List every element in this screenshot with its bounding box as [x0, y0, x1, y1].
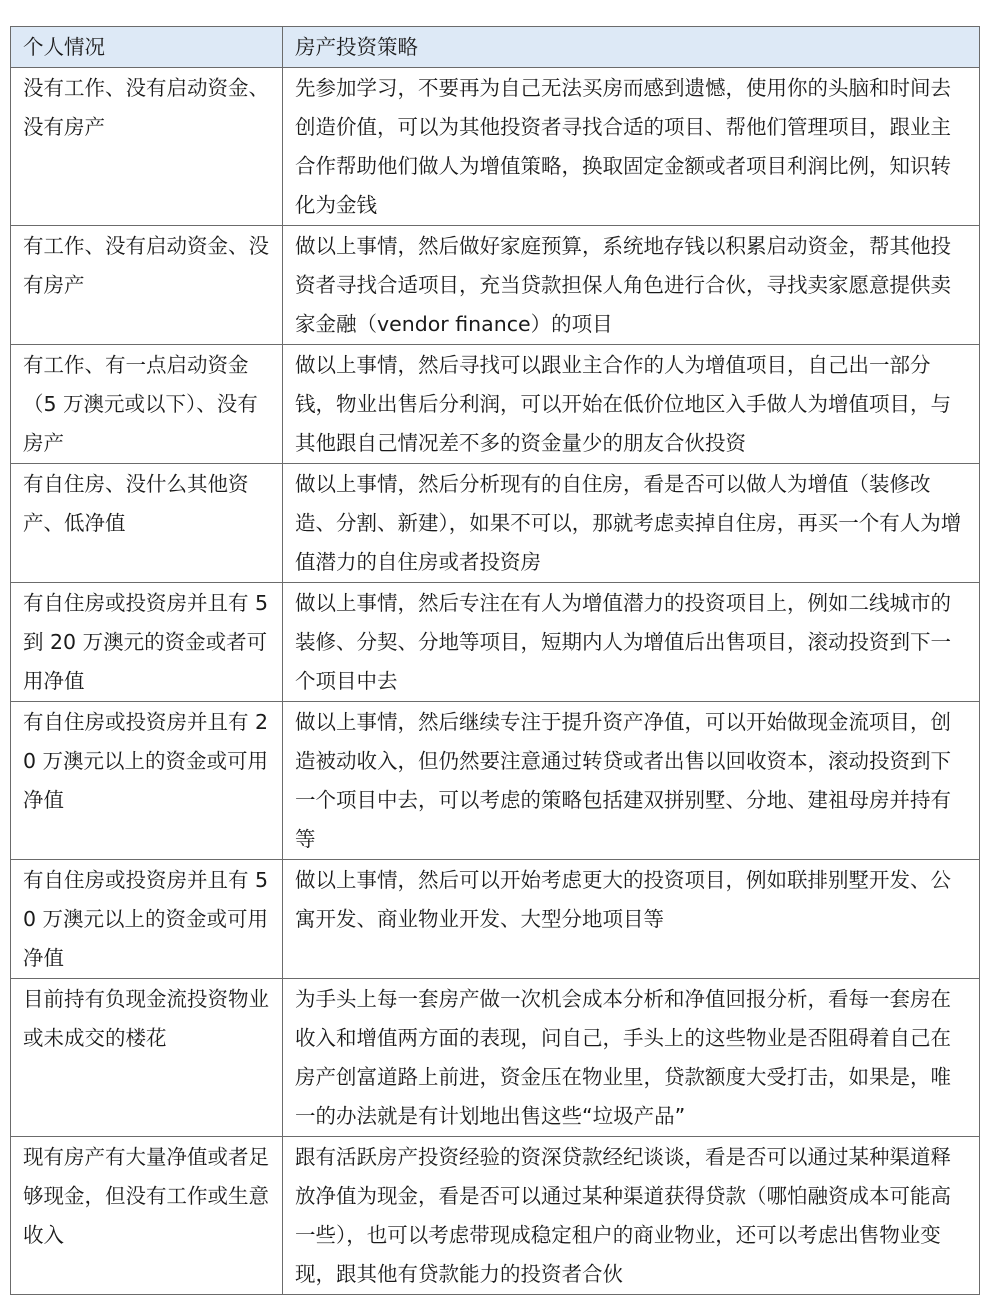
header-situation: 个人情况 — [11, 27, 283, 68]
situation-cell: 有自住房或投资房并且有 5 到 20 万澳元的资金或者可用净值 — [11, 583, 283, 702]
strategy-cell: 做以上事情，然后寻找可以跟业主合作的人为增值项目，自己出一部分钱，物业出售后分利润，可以开始在低价位地区入手做人为增值项目，与其他跟自己情况差不多的资金量少的朋友合伙投资 — [283, 345, 980, 464]
situation-cell: 有自住房或投资房并且有 50 万澳元以上的资金或可用净值 — [11, 860, 283, 979]
strategy-cell: 为手头上每一套房产做一次机会成本分析和净值回报分析，看每一套房在收入和增值两方面的表现，问自己，手头上的这些物业是否阻碍着自己在房产创富道路上前进，资金压在物业里，贷款额度大受打击，如果是，唯一的办法就是有计划地出售这些“垃圾产品” — [283, 979, 980, 1137]
table-row — [11, 979, 980, 1137]
table-row — [11, 1137, 980, 1295]
situation-cell: 有自住房或投资房并且有 20 万澳元以上的资金或可用净值 — [11, 702, 283, 860]
strategy-cell: 先参加学习，不要再为自己无法买房而感到遗憾，使用你的头脑和时间去创造价值，可以为其他投资者寻找合适的项目、帮他们管理项目，跟业主合作帮助他们做人为增值策略，换取固定金额或者项目利润比例，知识转化为金钱 — [283, 68, 980, 226]
strategy-cell: 做以上事情，然后专注在有人为增值潜力的投资项目上，例如二线城市的装修、分契、分地等项目，短期内人为增值后出售项目，滚动投资到下一个项目中去 — [283, 583, 980, 702]
strategy-cell: 跟有活跃房产投资经验的资深贷款经纪谈谈，看是否可以通过某种渠道释放净值为现金，看是否可以通过某种渠道获得贷款（哪怕融资成本可能高一些），也可以考虑带现成稳定租户的商业物业，还可以考虑出售物业变现，跟其他有贷款能力的投资者合伙 — [283, 1137, 980, 1295]
table-row — [11, 68, 980, 226]
situation-cell: 有自住房、没什么其他资产、低净值 — [11, 464, 283, 583]
strategy-cell: 做以上事情，然后做好家庭预算，系统地存钱以积累启动资金，帮其他投资者寻找合适项目，充当贷款担保人角色进行合伙，寻找卖家愿意提供卖家金融（vendor finance）的项目 — [283, 226, 980, 345]
table-row — [11, 583, 980, 702]
situation-cell: 有工作、有一点启动资金（5 万澳元或以下）、没有房产 — [11, 345, 283, 464]
header-strategy: 房产投资策略 — [283, 27, 980, 68]
situation-cell: 有工作、没有启动资金、没有房产 — [11, 226, 283, 345]
table-header-row — [11, 27, 980, 68]
situation-cell: 现有房产有大量净值或者足够现金，但没有工作或生意收入 — [11, 1137, 283, 1295]
situation-cell: 没有工作、没有启动资金、没有房产 — [11, 68, 283, 226]
table-row — [11, 702, 980, 860]
strategy-cell: 做以上事情，然后继续专注于提升资产净值，可以开始做现金流项目，创造被动收入，但仍然要注意通过转贷或者出售以回收资本，滚动投资到下一个项目中去，可以考虑的策略包括建双拼别墅、分地、建祖母房并持有等 — [283, 702, 980, 860]
strategy-cell: 做以上事情，然后可以开始考虑更大的投资项目，例如联排别墅开发、公寓开发、商业物业开发、大型分地项目等 — [283, 860, 980, 979]
situation-cell: 目前持有负现金流投资物业或未成交的楼花 — [11, 979, 283, 1137]
table-row — [11, 345, 980, 464]
table-row — [11, 464, 980, 583]
table-row — [11, 860, 980, 979]
strategy-table — [10, 26, 980, 1295]
strategy-cell: 做以上事情，然后分析现有的自住房，看是否可以做人为增值（装修改造、分割、新建），如果不可以，那就考虑卖掉自住房，再买一个有人为增值潜力的自住房或者投资房 — [283, 464, 980, 583]
table-row — [11, 226, 980, 345]
